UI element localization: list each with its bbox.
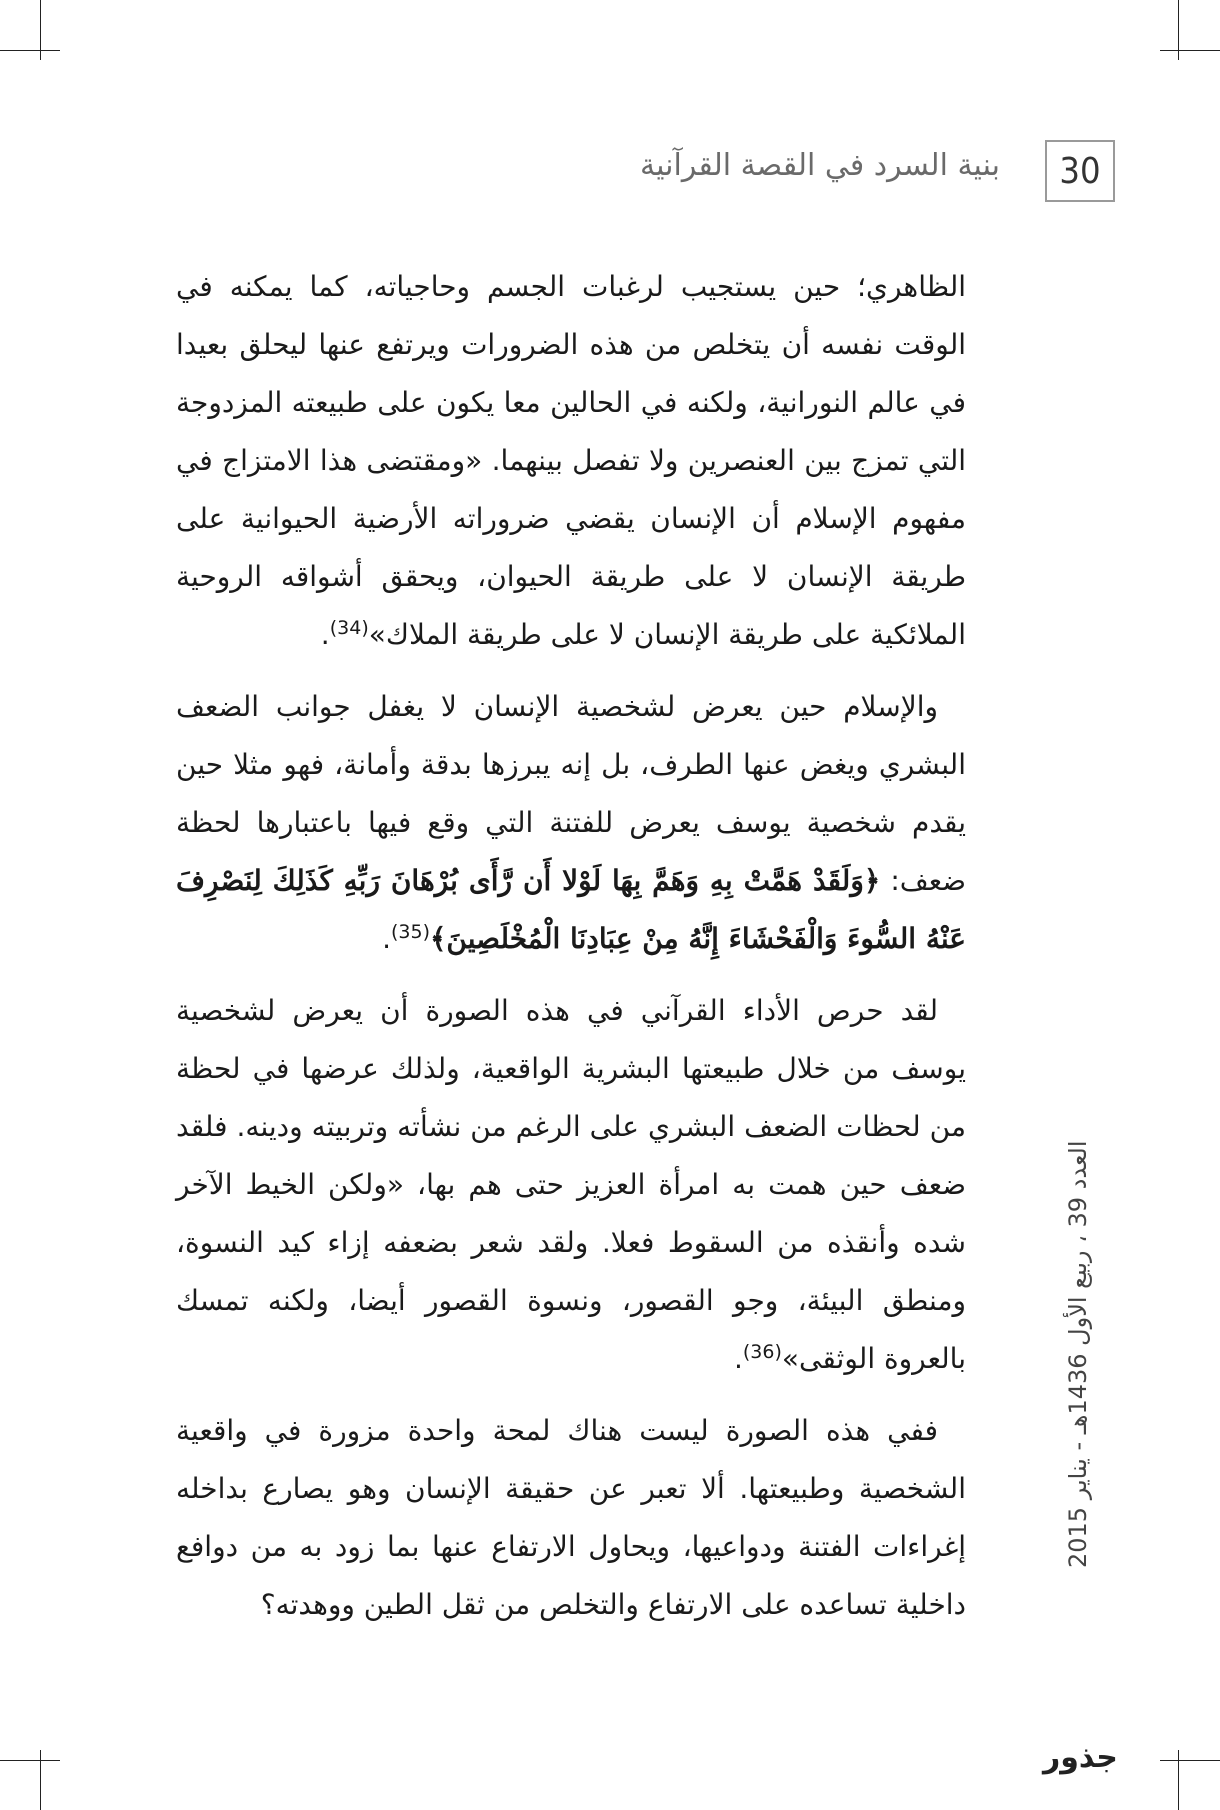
crop-mark bbox=[0, 50, 60, 51]
paragraph-2: والإسلام حين يعرض لشخصية الإنسان لا يغفل جوانب الضعف البشري ويغض عنها الطرف، بل إنه يبرزها بدقة وأمانة، فهو مثلا حين يقدم شخصية يوسف يعرض للفتنة التي وقع فيها باعتبارها لحظة ضعف: ﴿وَلَقَدْ هَمَّتْ بِهِ وَهَمَّ بِهَا لَوْلا أَن رَّأَى بُرْهَانَ رَبِّهِ كَذَلِكَ لِنَصْرِفَ عَنْهُ السُّوءَ وَالْفَحْشَاءَ إِنَّهُ مِنْ عِبَادِنَا الْمُخْلَصِينَ﴾$^{(35)}$. bbox=[176, 690, 967, 955]
paragraph-text: ففي هذه الصورة ليست هناك لمحة واحدة مزورة في واقعية الشخصية وطبيعتها. ألا تعبر عن حقيقة الإنسان وهو يصارع بداخله إغراءات الفتنة ودواعيها، ويحاول الارتفاع عنها بما زود به من دوافع داخلية تساعده على الارتفاع والتخلص من ثقل الطين ووهدته؟ bbox=[176, 1414, 966, 1621]
paragraph-text: الظاهري؛ حين يستجيب لرغبات الجسم وحاجياته، كما يمكنه في الوقت نفسه أن يتخلص من هذه الضرورات ويرتفع عنها ليحلق بعيدا في عالم النورانية، ولكنه في الحالين معا يكون على طبيعته المزدوجة التي تمزج بين العنصرين ولا تفصل بينهما. «ومقتضى هذا الامتزاج في مفهوم الإسلام أن الإنسان يقضي ضروراته الأرضية الحيوانية على طريقة الإنسان لا على طريقة الحيوان، ويحقق أشواقه الروحية الملائكية على طريقة الإنسان لا على طريقة الملاك» bbox=[176, 270, 966, 651]
crop-mark bbox=[1178, 1750, 1179, 1810]
issue-info: العدد 39 ، ربيع الأول 1436هـ - يناير 2015 bbox=[1064, 1140, 1092, 1568]
journal-logo: جذور bbox=[1043, 1740, 1118, 1775]
paragraph-4 bbox=[176, 1402, 966, 1634]
paragraph-3: لقد حرص الأداء القرآني في هذه الصورة أن يعرض لشخصية يوسف من خلال طبيعتها البشرية الواقعية، ولذلك عرضها في لحظة من لحظات الضعف البشري على الرغم من نشأته وتربيته ودينه. فلقد ضعف حين همت به امرأة العزيز حتى هم بها، «ولكن الخيط الآخر شده وأنقذه من السقوط فعلا. ولقد شعر بضعفه إزاء كيد النسوة، ومنطق البيئة، وجو القصور، ونسوة القصور أيضا، ولكنه تمسك بالعروة الوثقى»$^{(36)}$. bbox=[176, 994, 966, 1375]
crop-mark bbox=[40, 0, 41, 60]
crop-mark bbox=[1160, 1760, 1220, 1761]
footnote-ref: (36) bbox=[742, 1341, 782, 1363]
crop-mark bbox=[1160, 50, 1220, 51]
crop-mark bbox=[40, 1750, 41, 1810]
page-number: 30 bbox=[1045, 140, 1115, 202]
paragraph-1: الظاهري؛ حين يستجيب لرغبات الجسم وحاجياته، كما يمكنه في الوقت نفسه أن يتخلص من هذه الضرورات ويرتفع عنها ليحلق بعيدا في عالم النورانية، ولكنه في الحالين معا يكون على طبيعته المزدوجة التي تمزج بين العنصرين ولا تفصل بينهما. «ومقتضى هذا الامتزاج في مفهوم الإسلام أن الإنسان يقضي ضروراته الأرضية الحيوانية على طريقة الإنسان لا على طريقة الحيوان، ويحقق أشواقه الروحية الملائكية على طريقة الإنسان لا على طريقة الملاك»$^{(34)}$. bbox=[176, 270, 966, 651]
running-title: بنية السرد في القصة القرآنية bbox=[640, 148, 1000, 183]
crop-mark bbox=[0, 1760, 60, 1761]
quran-verse: ﴿وَلَقَدْ هَمَّتْ بِهِ وَهَمَّ بِهَا لَوْلا أَن رَّأَى بُرْهَانَ رَبِّهِ كَذَلِكَ لِنَصْرِفَ عَنْهُ السُّوءَ وَالْفَحْشَاءَ إِنَّهُ مِنْ عِبَادِنَا الْمُخْلَصِينَ﴾ bbox=[176, 864, 966, 955]
paragraph-text: والإسلام حين يعرض لشخصية الإنسان لا يغفل جوانب الضعف البشري ويغض عنها الطرف، بل إنه يبرزها بدقة وأمانة، فهو مثلا حين يقدم شخصية يوسف يعرض للفتنة التي وقع فيها باعتبارها لحظة ضعف: bbox=[176, 690, 967, 897]
crop-mark bbox=[1178, 0, 1179, 60]
article-body bbox=[176, 258, 966, 1648]
footnote-ref: (35) bbox=[390, 921, 430, 943]
paragraph-text: لقد حرص الأداء القرآني في هذه الصورة أن يعرض لشخصية يوسف من خلال طبيعتها البشرية الواقعية، ولذلك عرضها في لحظة من لحظات الضعف البشري على الرغم من نشأته وتربيته ودينه. فلقد ضعف حين همت به امرأة العزيز حتى هم بها، «ولكن الخيط الآخر شده وأنقذه من السقوط فعلا. ولقد شعر بضعفه إزاء كيد النسوة، ومنطق البيئة، وجو القصور، ونسوة القصور أيضا، ولكنه تمسك بالعروة الوثقى» bbox=[176, 994, 966, 1375]
footnote-ref: (34) bbox=[329, 617, 369, 639]
